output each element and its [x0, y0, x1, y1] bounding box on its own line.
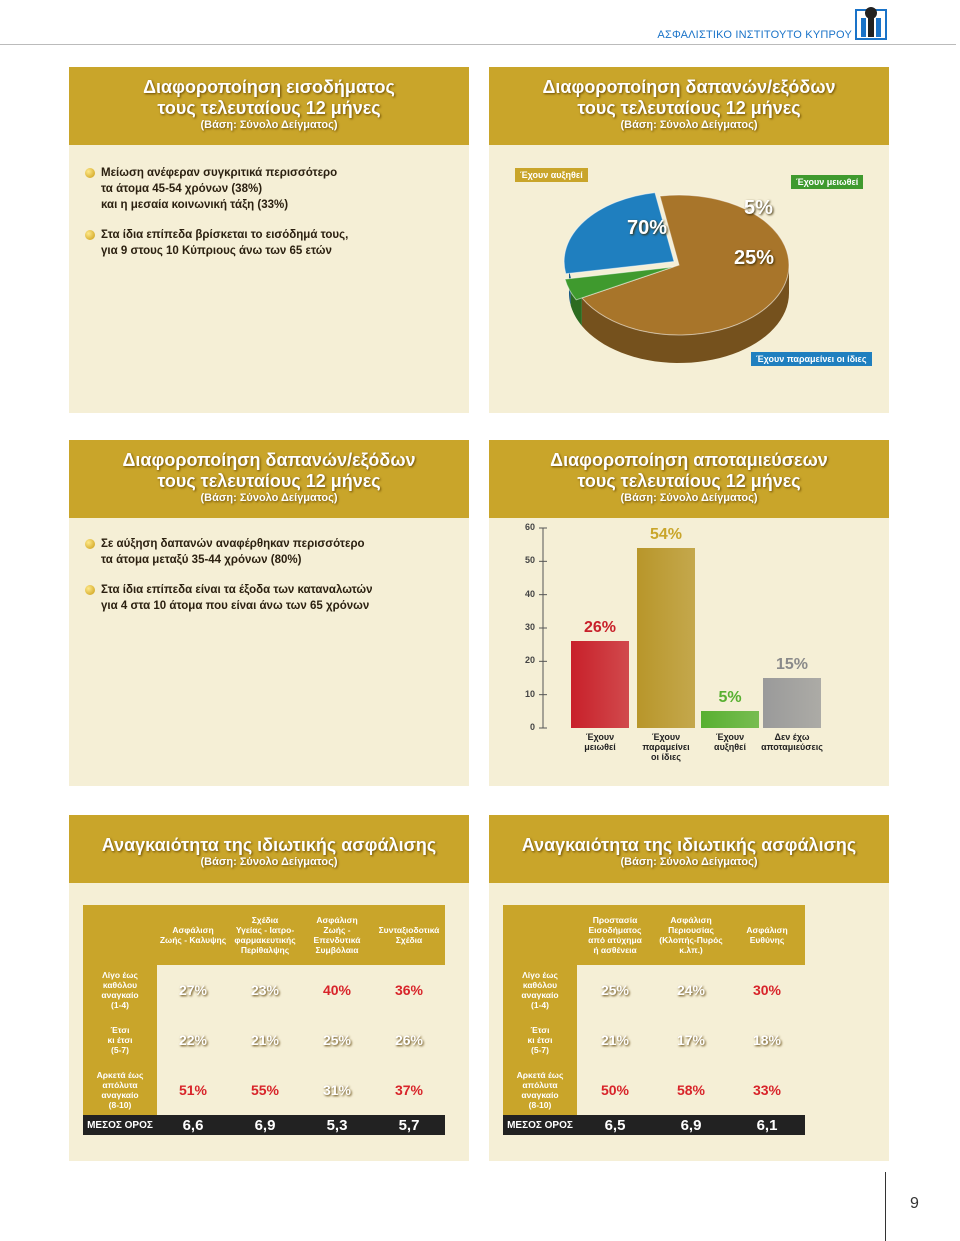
table-column-header: Ασφάλιση Ευθύνης [729, 905, 805, 965]
bar-3 [763, 678, 821, 728]
bar-category-label: Δεν έχω αποταμιεύσεις [761, 732, 823, 752]
table-row [83, 1065, 445, 1115]
y-tick-label: 40 [524, 588, 535, 599]
mean-value: 6,6 [157, 1115, 229, 1135]
title-line-1: Αναγκαιότητα της ιδιωτικής ασφάλισης [101, 835, 437, 855]
title-line-2: τους τελευταίους 12 μήνες [577, 471, 801, 491]
title-line-1: Διαφοροποίηση δαπανών/εξόδων [542, 77, 836, 97]
table-row-label: Λίγο έως καθόλου αναγκαίο (1-4) [83, 965, 157, 1015]
bar-2 [701, 711, 759, 728]
table-cell: 17% [676, 1032, 706, 1048]
table-cell: 31% [322, 1082, 352, 1098]
title-line-2: τους τελευταίους 12 μήνες [577, 98, 801, 118]
table-mean-row [503, 1115, 805, 1135]
basis-note: (Βάση: Σύνολο Δείγματος) [200, 856, 338, 868]
pie-label-same: Έχουν παραμείνει οι ίδιες [751, 352, 872, 366]
panel-necessity-table-2 [489, 815, 889, 1161]
bullet-text: Μείωση ανέφεραν συγκριτικά περισσότερο [101, 167, 338, 179]
panel-title [489, 440, 889, 518]
y-tick-label: 20 [524, 655, 535, 666]
panel-title [69, 815, 469, 883]
table-cell: 50% [600, 1082, 630, 1098]
table-corner [503, 905, 577, 965]
bar-value-label: 15% [775, 656, 809, 673]
pie-label-increased: Έχουν αυξηθεί [515, 168, 588, 182]
page-number: 9 [910, 1195, 919, 1212]
basis-note: (Βάση: Σύνολο Δείγματος) [620, 119, 758, 131]
y-tick-label: 60 [524, 522, 535, 532]
bullet-2 [85, 582, 455, 614]
panel-expenses-text [69, 440, 469, 786]
panel-title [489, 67, 889, 145]
pie-value-decreased: 5% [744, 197, 773, 219]
bullet-dot-icon [85, 585, 95, 595]
table-row-label: Λίγο έως καθόλου αναγκαίο (1-4) [503, 965, 577, 1015]
table-row [503, 1015, 805, 1065]
table-cell: 22% [178, 1032, 208, 1048]
bullet-dot-icon [85, 539, 95, 549]
bar-category-label: Έχουν αυξηθεί [714, 732, 746, 752]
panel-expenses-pie [489, 67, 889, 413]
table-cell: 37% [394, 1082, 424, 1098]
pie-label-decreased: Έχουν μειωθεί [791, 175, 863, 189]
bullet-1 [85, 536, 455, 568]
bar-category-label: Έχουν παραμείνει οι ίδιες [642, 732, 690, 762]
bar-value-label: 5% [718, 689, 742, 707]
table-cell: 18% [752, 1032, 782, 1048]
table-row [503, 1065, 805, 1115]
basis-note: (Βάση: Σύνολο Δείγματος) [200, 119, 338, 131]
necessity-table [83, 905, 445, 1135]
table-cell: 24% [676, 982, 706, 998]
y-tick-label: 50 [524, 555, 535, 566]
table-cell: 40% [322, 982, 352, 998]
table-column-header: Ασφάλιση Περιουσίας (Κλοπής-Πυρός κ.λπ.) [653, 905, 729, 965]
necessity-table [503, 905, 805, 1135]
bar-value-label: 26% [583, 619, 617, 637]
table-corner [83, 905, 157, 965]
bullet-text: για 4 στα 10 άτομα που είναι άνω των 65 χρόνων [101, 600, 370, 612]
table-cell: 26% [394, 1032, 424, 1048]
mean-label: ΜΕΣΟΣ ΟΡΟΣ [83, 1115, 157, 1135]
table-column-header: Ασφάλιση Ζωής - Επενδυτικά Συμβόλαια [301, 905, 373, 965]
title-line-2: τους τελευταίους 12 μήνες [157, 98, 381, 118]
bar-category-label: Έχουν μειωθεί [584, 732, 616, 752]
table-cell: 23% [250, 982, 280, 998]
title-line-1: Διαφοροποίηση αποταμιεύσεων [550, 450, 828, 470]
table-row-label: Έτσι κι έτσι (5-7) [83, 1015, 157, 1065]
bullet-dot-icon [85, 168, 95, 178]
mean-value: 5,7 [373, 1115, 445, 1135]
institute-logo-icon [855, 6, 887, 40]
savings-bar-chart [489, 518, 889, 786]
bullet-text: και η μεσαία κοινωνική τάξη (33%) [101, 199, 289, 211]
bullet-text: Στα ίδια επίπεδα είναι τα έξοδα των καταναλωτών [101, 584, 373, 596]
title-line-1: Αναγκαιότητα της ιδιωτικής ασφάλισης [521, 835, 857, 855]
table-column-header: Προστασία Εισοδήματος από ατύχημα ή ασθένεια [577, 905, 653, 965]
mean-value: 5,3 [301, 1115, 373, 1135]
bullet-text: Σε αύξηση δαπανών αναφέρθηκαν περισσότερο [101, 538, 365, 550]
panel-title [489, 815, 889, 883]
table-mean-row [83, 1115, 445, 1135]
table-cell: 25% [322, 1032, 352, 1048]
pie-value-same: 25% [734, 247, 775, 269]
table-row-label: Αρκετά έως απόλυτα αναγκαίο (8-10) [503, 1065, 577, 1115]
table-cell: 33% [752, 1082, 782, 1098]
table-column-header: Συνταξιοδοτικά Σχέδια [373, 905, 445, 965]
bullet-2 [85, 227, 455, 259]
panel-savings-bar [489, 440, 889, 786]
bar-value-label: 54% [649, 526, 683, 543]
table-row [503, 965, 805, 1015]
title-line-1: Διαφοροποίηση δαπανών/εξόδων [122, 450, 416, 470]
basis-note: (Βάση: Σύνολο Δείγματος) [200, 492, 338, 504]
panel-income-change [69, 67, 469, 413]
mean-value: 6,5 [577, 1115, 653, 1135]
header-title: ΑΣΦΑΛΙΣΤΙΚΟ ΙΝΣΤΙΤΟΥΤΟ ΚΥΠΡΟΥ [657, 29, 852, 41]
table-cell: 58% [676, 1082, 706, 1098]
bullet-text: για 9 στους 10 Κύπριους άνω των 65 ετών [101, 245, 332, 257]
bullet-text: τα άτομα μεταξύ 35-44 χρόνων (80%) [101, 554, 302, 566]
table-column-header: Σχέδια Υγείας - Ιατρο- φαρμακευτικής Περίθαλψης [229, 905, 301, 965]
table-row-label: Αρκετά έως απόλυτα αναγκαίο (8-10) [83, 1065, 157, 1115]
bullet-1 [85, 165, 455, 213]
mean-value: 6,9 [653, 1115, 729, 1135]
table-cell: 25% [600, 982, 630, 998]
y-tick-label: 10 [524, 688, 535, 699]
mean-label: ΜΕΣΟΣ ΟΡΟΣ [503, 1115, 577, 1135]
panel-necessity-table-1 [69, 815, 469, 1161]
table-cell: 51% [178, 1082, 208, 1098]
table-row [83, 965, 445, 1015]
mean-value: 6,9 [229, 1115, 301, 1135]
table-row-label: Έτσι κι έτσι (5-7) [503, 1015, 577, 1065]
header-divider [0, 44, 956, 45]
y-tick-label: 0 [529, 722, 535, 732]
table-cell: 36% [394, 982, 424, 998]
table-column-header: Ασφάλιση Ζωής - Καλυψης [157, 905, 229, 965]
mean-value: 6,1 [729, 1115, 805, 1135]
y-tick-label: 30 [524, 622, 535, 632]
bullet-text: Στα ίδια επίπεδα βρίσκεται το εισόδημά τους, [101, 229, 349, 241]
title-line-2: τους τελευταίους 12 μήνες [157, 471, 381, 491]
pie-value-increased: 70% [627, 217, 668, 239]
footer-divider [885, 1172, 886, 1241]
bullet-dot-icon [85, 230, 95, 240]
panel-title [69, 440, 469, 518]
basis-note: (Βάση: Σύνολο Δείγματος) [620, 856, 758, 868]
table-cell: 30% [752, 982, 782, 998]
panel-title [69, 67, 469, 145]
table-cell: 21% [250, 1032, 280, 1048]
table-cell: 27% [178, 982, 208, 998]
table-cell: 21% [600, 1032, 630, 1048]
table-cell: 55% [250, 1082, 280, 1098]
bar-1 [637, 548, 695, 728]
bullet-text: τα άτομα 45-54 χρόνων (38%) [101, 183, 263, 195]
basis-note: (Βάση: Σύνολο Δείγματος) [620, 492, 758, 504]
table-row [83, 1015, 445, 1065]
bar-0 [571, 641, 629, 728]
title-line-1: Διαφοροποίηση εισοδήματος [143, 77, 395, 97]
